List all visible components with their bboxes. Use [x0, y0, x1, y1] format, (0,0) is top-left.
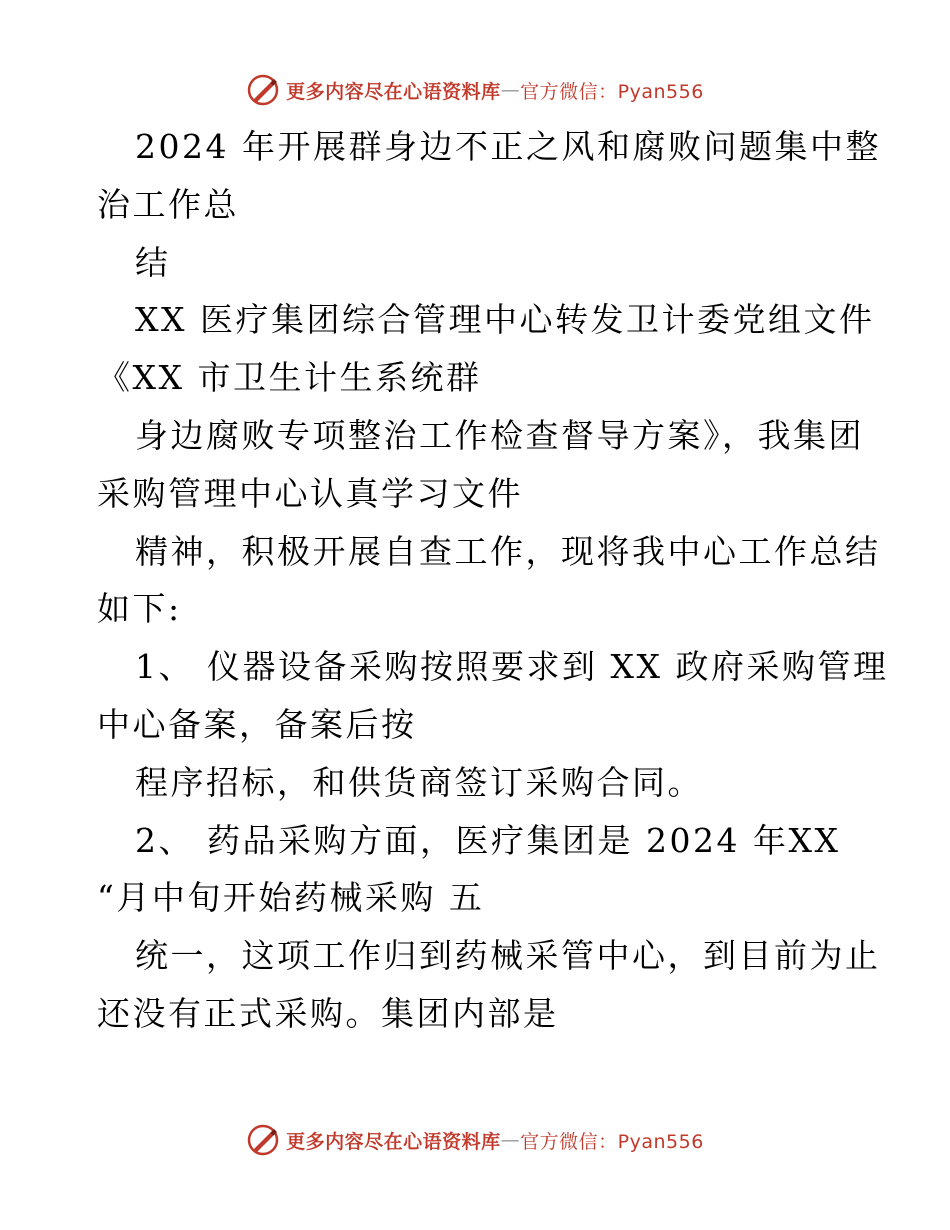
document-body	[97, 118, 889, 1043]
doc-line: 程序招标，和供货商签订采购合同。	[135, 762, 703, 802]
watermark-brand: 更多内容尽在心语资料库	[286, 1130, 501, 1153]
doc-line: 统一，这项工作归到药械采管中心，到目前为止	[135, 936, 881, 976]
doc-line: 精神，积极开展自查工作，现将我中心工作总结	[135, 531, 881, 571]
doc-line: 2、 药品采购方面，医疗集团是 2024 年XX	[135, 820, 841, 860]
doc-line: 《XX 市卫生计生系统群	[97, 358, 482, 398]
doc-line: 1、 仪器设备采购按照要求到 XX 政府采购管理	[135, 647, 889, 687]
doc-line: 还没有正式采购。集团内部是	[97, 993, 559, 1033]
watermark-wechat: 官方微信：Pyan556	[520, 1130, 704, 1153]
doc-line: 2024 年开展群身边不正之风和腐败问题集中整	[135, 127, 881, 166]
doc-line: 采购管理中心认真学习文件	[97, 473, 523, 513]
doc-line: “月中旬开始药械采购 五	[97, 878, 485, 918]
pen-logo-icon	[246, 1123, 280, 1157]
doc-line: 治工作总	[97, 184, 239, 224]
doc-line: XX 医疗集团综合管理中心转发卫计委党组文件	[135, 300, 875, 340]
watermark-brand: 更多内容尽在心语资料库	[286, 80, 501, 103]
doc-line: 中心备案，备案后按	[97, 704, 417, 744]
header-watermark	[0, 70, 950, 110]
doc-line: 身边腐败专项整治工作检查督导方案》，我集团	[135, 415, 864, 455]
watermark-wechat: 官方微信：Pyan556	[520, 80, 704, 103]
doc-line: 如下:	[97, 589, 182, 629]
watermark-dash: —	[500, 79, 521, 101]
footer-watermark	[0, 1120, 950, 1160]
watermark-dash: —	[500, 1129, 521, 1151]
doc-line: 结	[135, 242, 171, 282]
pen-logo-icon	[246, 73, 280, 107]
